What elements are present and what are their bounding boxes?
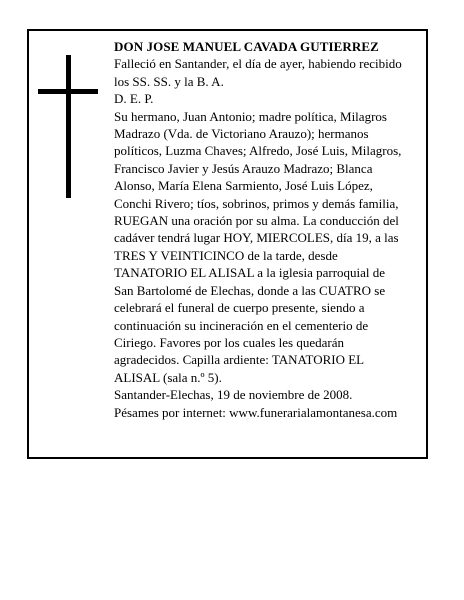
text-line: Madrazo (Vda. de Victoriano Arauzo); hermanos (114, 126, 369, 142)
text-line: continuación su incineración en el cementerio de (114, 317, 369, 333)
text-line: ALISAL (sala n.º 5). (114, 369, 222, 385)
text-line: Falleció en Santander, el día de ayer, habiendo recibido (114, 56, 402, 72)
obituary-text (114, 38, 422, 421)
text-line: Francisco Javier y Jesús Arauzo Madrazo; Blanca (114, 160, 373, 176)
text-line: celebrará el funeral de cuerpo presente, siendo a (114, 300, 365, 316)
text-line: D. E. P. (114, 91, 154, 107)
text-line: cadáver tendrá lugar HOY, MIERCOLES, día 19, a las (114, 230, 399, 246)
date-line: Santander-Elechas, 19 de noviembre de 2008. (114, 387, 353, 403)
text-line: Alonso, María Elena Sarmiento, José Luis López, (114, 178, 373, 194)
text-line: Su hermano, Juan Antonio; madre política, Milagros (114, 108, 387, 124)
cross-vertical-bar (66, 55, 71, 198)
text-line: políticos, Luzma Chaves; Alfredo, José Luis, Milagros, (114, 143, 402, 159)
text-line: Ciriego. Favores por los cuales les quedarán (114, 334, 344, 350)
text-line: Conchi Rivero; tíos, sobrinos, primos y demás familia, (114, 195, 399, 211)
cross-horizontal-bar (38, 89, 98, 94)
text-line: agradecidos. Capilla ardiente: TANATORIO EL (114, 352, 365, 368)
text-line: los SS. SS. y la B. A. (114, 73, 224, 89)
text-line: RUEGAN una oración por su alma. La conducción del (114, 213, 399, 229)
deceased-name: DON JOSE MANUEL CAVADA GUTIERREZ (114, 39, 379, 54)
text-line: San Bartolomé de Elechas, donde a las CUATRO se (114, 282, 386, 298)
condolences-link[interactable]: Pésames por internet: www.funerarialamontanesa.com (114, 404, 398, 420)
text-line: TRES Y VEINTICINCO de la tarde, desde (114, 247, 338, 263)
cross-icon (38, 55, 98, 198)
text-line: TANATORIO EL ALISAL a la iglesia parroquial de (114, 265, 386, 281)
